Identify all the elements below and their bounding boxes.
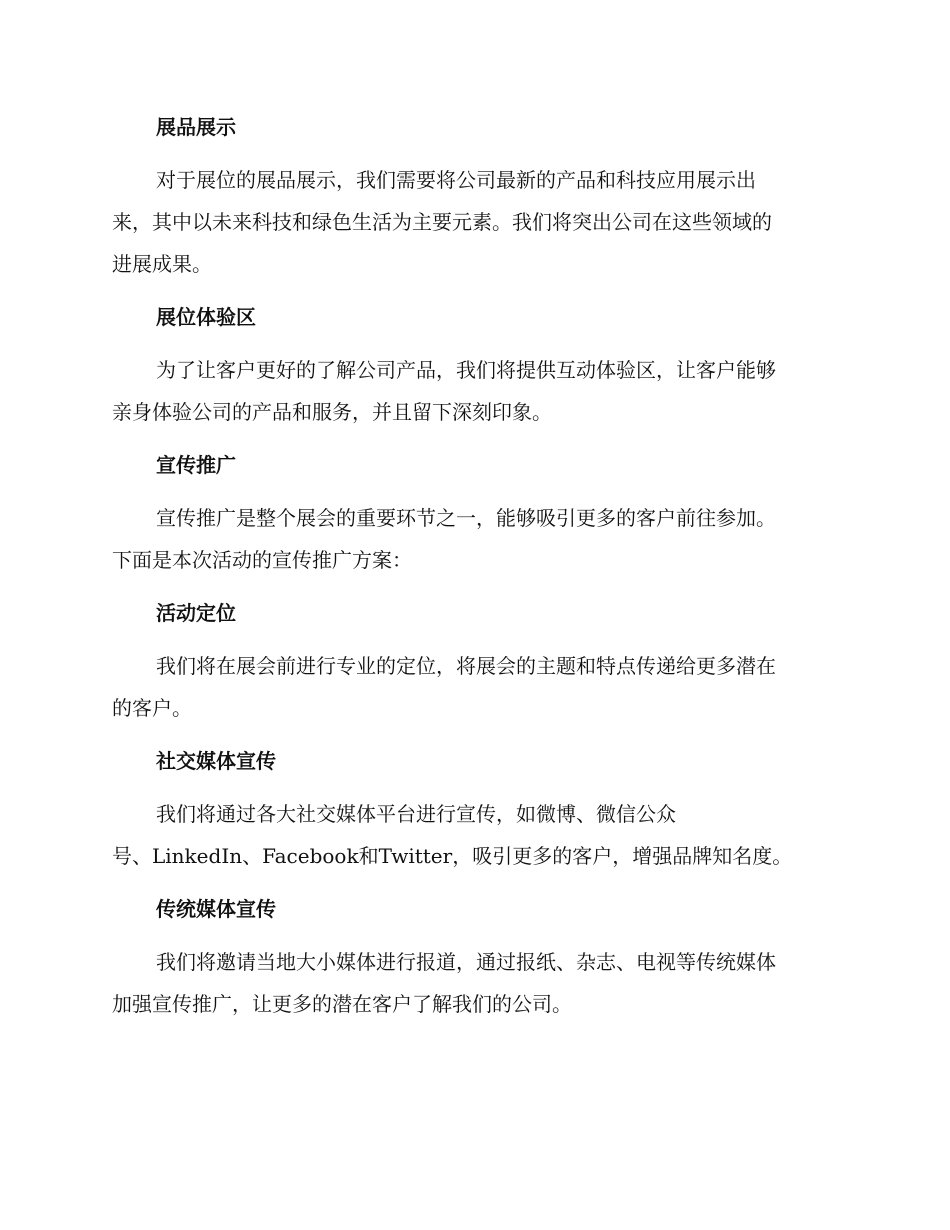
- paragraph-line: 来，其中以未来科技和绿色生活为主要元素。我们将突出公司在这些领域的: [112, 210, 772, 234]
- paragraph-line: 对于展位的展品展示，我们需要将公司最新的产品和科技应用展示出: [156, 168, 756, 192]
- paragraph-line: 宣传推广是整个展会的重要环节之一，能够吸引更多的客户前往参加。: [156, 506, 776, 530]
- paragraph-line: 下面是本次活动的宣传推广方案：: [112, 548, 412, 572]
- paragraph-line: 进展成果。: [112, 252, 212, 276]
- document-body: [112, 108, 832, 1038]
- paragraph-line: 号、LinkedIn、Facebook和Twitter，吸引更多的客户，增强品牌知名度。: [112, 844, 793, 868]
- section-heading: 展品展示: [156, 115, 236, 139]
- paragraph-line: 我们将在展会前进行专业的定位，将展会的主题和特点传递给更多潜在: [156, 654, 776, 678]
- section-heading: 展位体验区: [156, 305, 256, 329]
- section-heading: 传统媒体宣传: [156, 897, 276, 921]
- section-paragraph: [112, 159, 832, 285]
- paragraph-line: 亲身体验公司的产品和服务，并且留下深刻印象。: [112, 400, 552, 424]
- section-paragraph: [112, 645, 832, 729]
- paragraph-line: 加强宣传推广，让更多的潜在客户了解我们的公司。: [112, 992, 572, 1016]
- section-traditional-media: [112, 890, 832, 1025]
- section-paragraph: [112, 349, 832, 433]
- section-paragraph: [112, 793, 832, 877]
- section-social-media: [112, 742, 832, 877]
- section-heading: 活动定位: [156, 601, 236, 625]
- paragraph-line: 我们将通过各大社交媒体平台进行宣传，如微博、微信公众: [156, 802, 676, 826]
- paragraph-line: 的客户。: [112, 696, 192, 720]
- section-promotion: [112, 446, 832, 581]
- section-exhibit-display: [112, 108, 832, 285]
- section-booth-experience: [112, 298, 832, 433]
- paragraph-line: 我们将邀请当地大小媒体进行报道，通过报纸、杂志、电视等传统媒体: [156, 950, 776, 974]
- paragraph-line: 为了让客户更好的了解公司产品，我们将提供互动体验区，让客户能够: [156, 358, 776, 382]
- section-heading: 宣传推广: [156, 453, 236, 477]
- section-paragraph: [112, 497, 832, 581]
- section-heading: 社交媒体宣传: [156, 749, 276, 773]
- section-paragraph: [112, 941, 832, 1025]
- section-positioning: [112, 594, 832, 729]
